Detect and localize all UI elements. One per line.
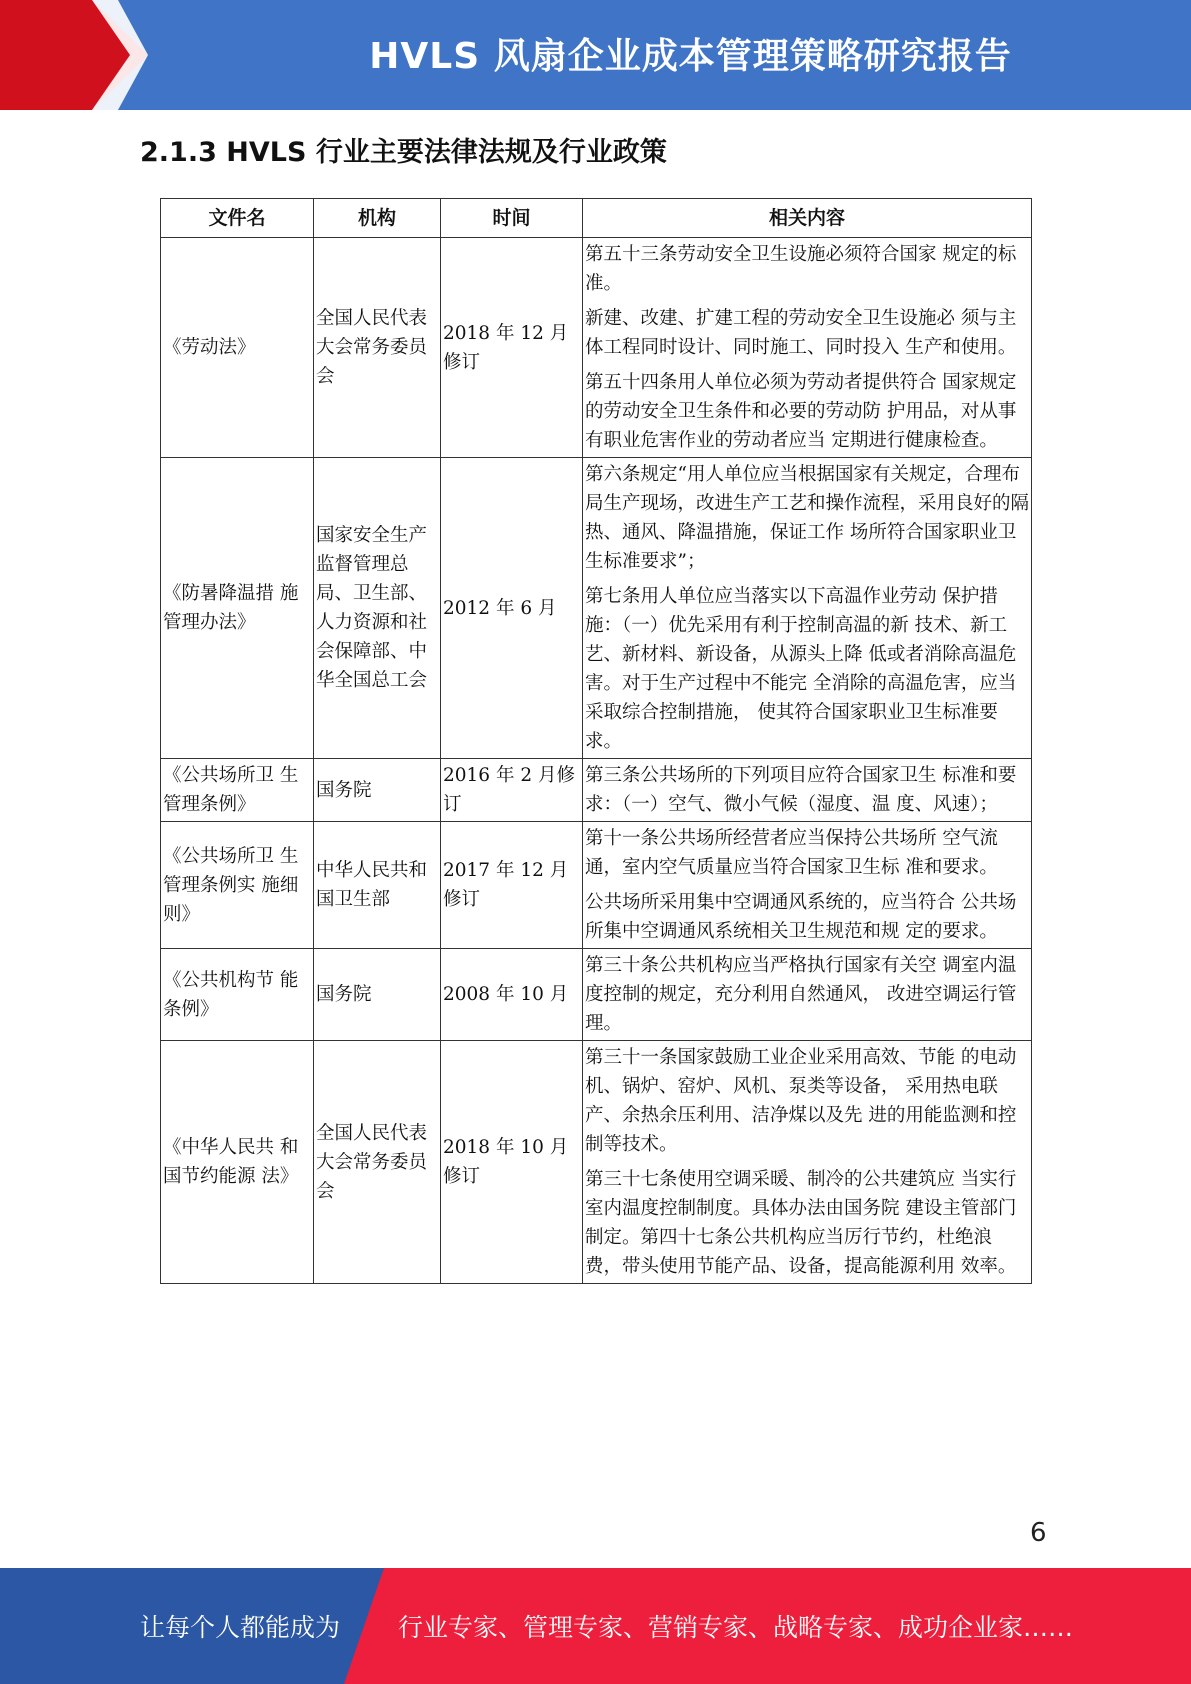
content-paragraph: 第三十七条使用空调采暖、制冷的公共建筑应 当实行室内温度控制制度。具体办法由国务院 建设主管部门制定。第四十七条公共机构应当厉行节约，杜绝浪 费，带头使用节能产品、设备，提高能源利用 效率。 — [585, 1169, 1017, 1277]
cell-org: 国务院 — [314, 949, 441, 1041]
content-paragraph: 第七条用人单位应当落实以下高温作业劳动 保护措施：（一）优先采用有利于控制高温的新 技术、新工艺、新材料、新设备，从源头上降 低或者消除高温危害。对于生产过程中不能完 全消除的高温危害，应当采取综合控制措施， 使其符合国家职业卫生标准要求。 — [585, 586, 1017, 752]
cell-name: 《防暑降温措 施管理办法》 — [161, 458, 314, 759]
cell-time: 2016 年 2 月修订 — [441, 759, 583, 822]
cell-name: 《公共机构节 能条例》 — [161, 949, 314, 1041]
cell-org: 国务院 — [314, 759, 441, 822]
cell-time: 2018 年 12 月修订 — [441, 238, 583, 458]
page-footer — [0, 1568, 1191, 1684]
cell-time: 2012 年 6 月 — [441, 458, 583, 759]
cell-org: 国家安全生产监督管理总局、卫生部、人力资源和社会保障部、中华全国总工会 — [314, 458, 441, 759]
cell-content — [583, 822, 1032, 949]
cell-org: 全国人民代表大会常务委员会 — [314, 238, 441, 458]
table-row — [161, 1041, 1032, 1284]
table-row — [161, 949, 1032, 1041]
page-header — [0, 0, 1191, 110]
table-row — [161, 822, 1032, 949]
cell-content — [583, 949, 1032, 1041]
cell-time: 2008 年 10 月 — [441, 949, 583, 1041]
cell-org: 全国人民代表大会常务委员会 — [314, 1041, 441, 1284]
cell-name: 《公共场所卫 生管理条例》 — [161, 759, 314, 822]
column-header: 时间 — [441, 199, 583, 238]
content-paragraph: 新建、改建、扩建工程的劳动安全卫生设施必 须与主体工程同时设计、同时施工、同时投入 生产和使用。 — [585, 308, 1017, 358]
cell-name: 《劳动法》 — [161, 238, 314, 458]
header-title: HVLS 风扇企业成本管理策略研究报告 — [369, 36, 1012, 77]
footer-slogan-right: 行业专家、管理专家、营销专家、战略专家、成功企业家…… — [398, 1613, 1074, 1642]
content-paragraph: 第十一条公共场所经营者应当保持公共场所 空气流通，室内空气质量应当符合国家卫生标 准和要求。 — [585, 828, 998, 878]
cell-content — [583, 458, 1032, 759]
column-header: 机构 — [314, 199, 441, 238]
cell-name: 《公共场所卫 生管理条例实 施细则》 — [161, 822, 314, 949]
column-header: 相关内容 — [583, 199, 1032, 238]
cell-org: 中华人民共和国卫生部 — [314, 822, 441, 949]
content-paragraph: 第五十四条用人单位必须为劳动者提供符合 国家规定的劳动安全卫生条件和必要的劳动防 护用品，对从事有职业危害作业的劳动者应当 定期进行健康检查。 — [585, 372, 1017, 451]
cell-content — [583, 238, 1032, 458]
content-paragraph: 第六条规定“用人单位应当根据国家有关规定，合理布局生产现场，改进生产工艺和操作流程，采用良好的隔热、通风、降温措施，保证工作 场所符合国家职业卫生标准要求”； — [585, 464, 1030, 572]
laws-table — [160, 198, 1032, 1284]
section-title: 2.1.3 HVLS 行业主要法律法规及行业政策 — [140, 137, 667, 168]
cell-name: 《中华人民共 和国节约能源 法》 — [161, 1041, 314, 1284]
column-header: 文件名 — [161, 199, 314, 238]
page-number: 6 — [1030, 1518, 1047, 1548]
table-header-row — [161, 199, 1032, 238]
content-paragraph: 公共场所采用集中空调通风系统的，应当符合 公共场所集中空调通风系统相关卫生规范和规 定的要求。 — [585, 892, 1017, 942]
content-paragraph: 第五十三条劳动安全卫生设施必须符合国家 规定的标准。 — [585, 244, 1017, 294]
table-row — [161, 238, 1032, 458]
cell-time: 2017 年 12 月修订 — [441, 822, 583, 949]
footer-slogan-left: 让每个人都能成为 — [140, 1613, 341, 1642]
content-paragraph: 第三十一条国家鼓励工业企业采用高效、节能 的电动机、锅炉、窑炉、风机、泵类等设备， 采用热电联产、余热余压利用、洁净煤以及先 进的用能监测和控制等技术。 — [585, 1047, 1017, 1155]
cell-time: 2018 年 10 月修订 — [441, 1041, 583, 1284]
cell-content — [583, 759, 1032, 822]
cell-content — [583, 1041, 1032, 1284]
table-row — [161, 759, 1032, 822]
content-paragraph: 第三十条公共机构应当严格执行国家有关空 调室内温度控制的规定，充分利用自然通风， 改进空调运行管理。 — [585, 955, 1017, 1034]
content-paragraph: 第三条公共场所的下列项目应符合国家卫生 标准和要求：（一）空气、微小气候（湿度、温 度、风速）； — [585, 765, 1017, 815]
table-row — [161, 458, 1032, 759]
